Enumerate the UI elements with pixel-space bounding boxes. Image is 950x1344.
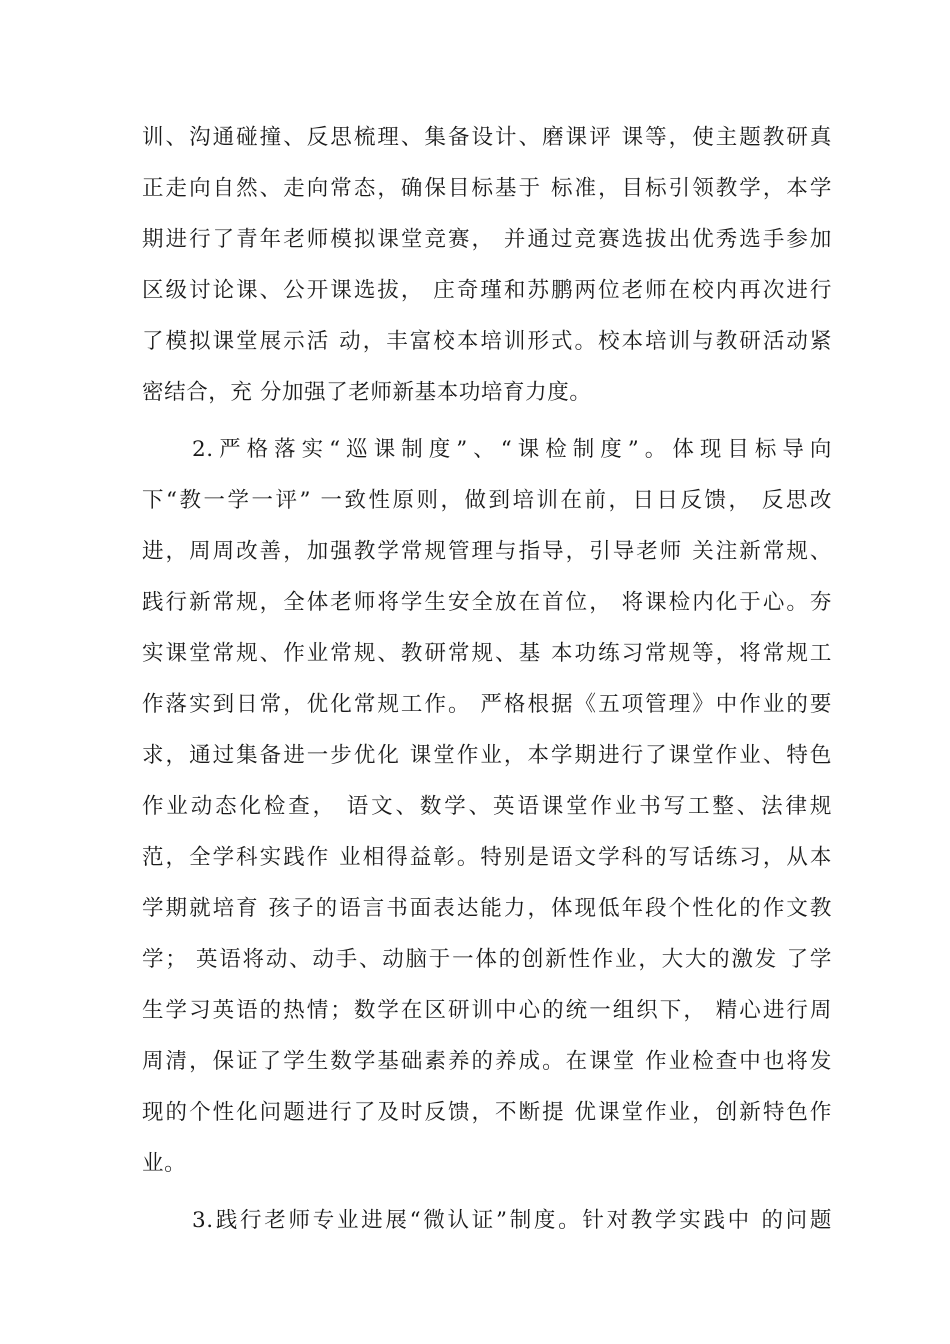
text-line: 期进行了青年老师模拟课堂竞赛， 并通过竞赛选拔出优秀选手参加 [142,227,832,252]
text-line: 业。 [142,1151,187,1176]
text-line: 下“教一学一评” 一致性原则，做到培训在前，日日反馈， 反思改 [142,488,832,513]
text-line: 训、沟通碰撞、反思梳理、集备设计、磨课评 课等，使主题教研真 [142,125,832,150]
text-line: 区级讨论课、公开课选拔， 庄奇瑾和苏鹏两位老师在校内再次进行 [142,278,832,303]
text-line: 作落实到日常，优化常规工作。 严格根据《五项管理》中作业的要 [142,692,832,717]
text-line: 周清，保证了学生数学基础素养的养成。在课堂 作业检查中也将发 [142,1049,832,1074]
text-line: 践行新常规，全体老师将学生安全放在首位， 将课检内化于心。夯 [142,590,832,615]
text-line: 实课堂常规、作业常规、教研常规、基 本功练习常规等，将常规工 [142,641,832,666]
paragraph-first-line: 2.严格落实“巡课制度”、“课检制度”。体现目标导向 [192,437,832,462]
paragraph-first-line: 3.践行老师专业进展“微认证”制度。针对教学实践中 的问题 [192,1208,832,1233]
text-line: 了模拟课堂展示活 动，丰富校本培训形式。校本培训与教研活动紧 [142,329,832,354]
text-line: 现的个性化问题进行了及时反馈，不断提 优课堂作业，创新特色作 [142,1100,832,1125]
text-line: 学期就培育 孩子的语言书面表达能力，体现低年段个性化的作文教 [142,896,832,921]
text-line: 学； 英语将动、动手、动脑于一体的创新性作业，大大的激发 了学 [142,947,832,972]
text-line: 作业动态化检查， 语文、数学、英语课堂作业书写工整、法律规 [142,794,832,819]
text-line: 密结合，充 分加强了老师新基本功培育力度。 [142,380,592,405]
text-line: 求，通过集备进一步优化 课堂作业，本学期进行了课堂作业、特色 [142,743,832,768]
body-text [142,112,832,1246]
text-line: 范，全学科实践作 业相得益彰。特别是语文学科的写话练习，从本 [142,845,832,870]
text-line: 正走向自然、走向常态，确保目标基于 标准，目标引领教学，本学 [142,176,832,201]
text-line: 生学习英语的热情；数学在区研训中心的统一组织下， 精心进行周 [142,998,832,1023]
text-line: 进，周周改善，加强教学常规管理与指导，引导老师 关注新常规、 [142,539,832,564]
